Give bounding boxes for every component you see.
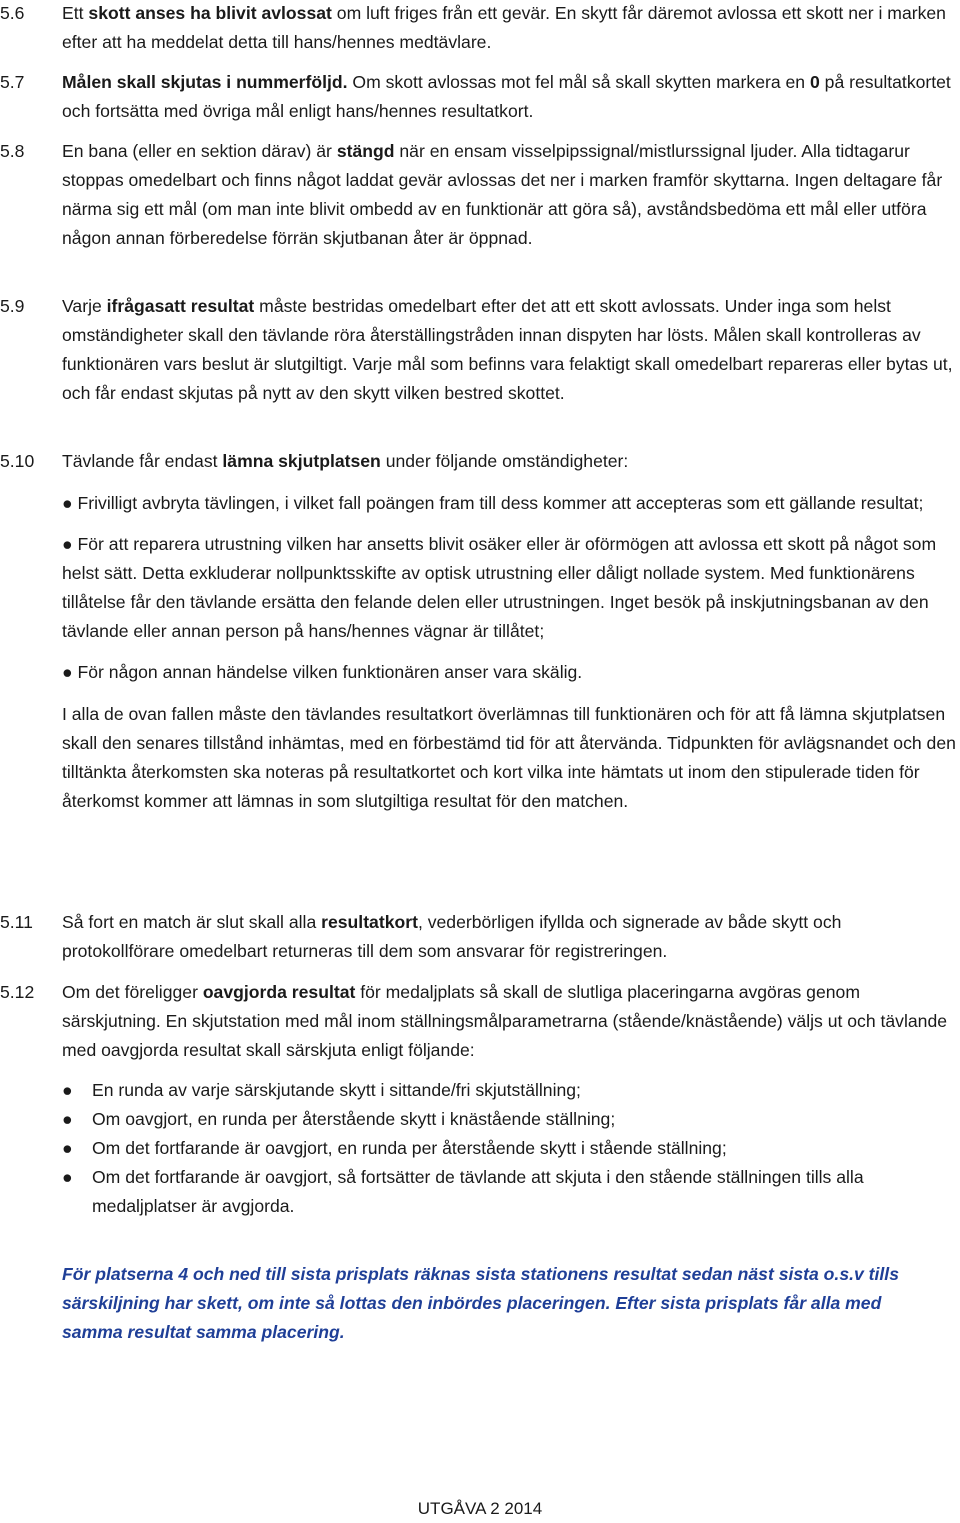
bullet-icon: ● — [62, 1080, 73, 1100]
section-5-12 — [0, 978, 956, 1221]
section-5-8 — [0, 137, 956, 253]
list-item — [62, 1134, 956, 1163]
list-item — [62, 1163, 956, 1221]
section-text — [62, 292, 956, 408]
text-run: för medaljplats så skall de slutliga placeringarna avgöras genom särskjutning. En skjutstation med mål inom ställningsmålparametrarna (stående/knästående) väljs ut och tävlande med oavgjorda resultat skall särskjuta enligt följande: — [62, 982, 948, 1060]
text-run: En bana (eller en sektion därav) är — [62, 141, 337, 161]
list-item-text: Om oavgjort, en runda per återstående skytt i knästående ställning; — [92, 1109, 616, 1129]
bold-term: ifrågasatt resultat — [106, 296, 255, 316]
bold-term: skott anses ha blivit avlossat — [88, 3, 332, 23]
bold-term: Målen skall skjutas i nummerföljd. — [62, 72, 348, 92]
bold-term: oavgjorda resultat — [202, 982, 356, 1002]
body-paragraph: I alla de ovan fallen måste den tävlandes resultatkort överlämnas till funktionären och för att få lämna skjutplatsen skall den senares tillstånd inhämtas, med en förbestämd tid för att återvända. Tidpunkten för avlägsnandet och den tilltänkta återkomsten ska noteras på resultatkortet och kort vilka inte hämtats ut inom den stipulerade tiden för återkomst kommer att lämnas in som slutgiltiga resultat för den matchen. — [62, 704, 956, 811]
bold-term: resultatkort — [321, 912, 418, 932]
bold-term: lämna skjutplatsen — [222, 451, 381, 471]
section-5-7 — [0, 68, 956, 126]
text-run: , vederbörligen ifyllda och signerade av både skytt och protokollförare omedelbart returneras till dem som ansvarar för registreringen. — [62, 912, 842, 961]
bullet-paragraph: ● För att reparera utrustning vilken har ansetts blivit osäker eller är oförmögen att avlossa ett skott på något som helst sätt. Detta exkluderar nollpunktsskifte av optisk utrustning eller dåligt nollade system. Med funktionärens tillåtelse får den tävlande ersätta den felande delen eller utrustningen. Inget besök på inskjutningsbanan av den tävlande eller annan person på hans/hennes vägnar är tillåtet; — [62, 534, 937, 641]
text-run: Varje — [62, 296, 107, 316]
section-number: 5.9 — [0, 296, 25, 316]
section-5-10 — [0, 447, 956, 816]
text-run: måste bestridas omedelbart efter det att ett skott avlossats. Under inga som helst omständigheter skall den tävlande röra återställingstråden innan dispyten har lösts. Målen skall kontrolleras av funktionären vars beslut är slutgiltigt. Varje mål som befinns vara felaktigt skall omedelbart repareras eller bytas ut, och får endast skjutas på nytt av den skytt vilken bestred skottet. — [62, 296, 953, 403]
text-run: Ett — [62, 3, 89, 23]
list-item — [62, 1076, 956, 1105]
section-number: 5.12 — [0, 982, 35, 1002]
tiebreak-list — [62, 1076, 956, 1221]
section-text — [62, 447, 956, 816]
section-5-9 — [0, 292, 956, 408]
bullet-paragraph: ● Frivilligt avbryta tävlingen, i vilket fall poängen fram till dess kommer att accepteras som ett gällande resultat; — [62, 493, 924, 513]
text-run: Tävlande får endast — [62, 451, 223, 471]
footer-edition: UTGÅVA 2 2014 — [417, 1499, 543, 1518]
section-number: 5.11 — [0, 912, 33, 932]
section-text — [62, 978, 956, 1221]
text-run: Så fort en match är slut skall alla — [62, 912, 322, 932]
text-run: när en ensam visselpipssignal/mistlurssignal ljuder. Alla tidtagarur stoppas omedelbart och finns något laddat gevär avlossas det ner i marken framför skyttarna. Ingen deltagare får närma sig ett mål (om man inte blivit ombedd av en funktionär att göra så), avståndsbedöma ett mål eller utföra någon annan förberedelse förrän skjutbanan åter är öppnad. — [62, 141, 943, 248]
bullet-icon: ● — [62, 1167, 73, 1187]
section-text — [62, 0, 956, 57]
list-item-text: Om det fortfarande är oavgjort, så fortsätter de tävlande att skjuta i den stående ställningen tills alla medaljplatser är avgjorda. — [92, 1167, 864, 1216]
bold-term: 0 — [809, 72, 820, 92]
list-item — [62, 1105, 956, 1134]
section-number: 5.10 — [0, 451, 35, 471]
list-item-text: En runda av varje särskjutande skytt i sittande/fri skjutställning; — [92, 1080, 581, 1100]
text-run: om luft friges från ett gevär. En skytt får däremot avlossa ett skott ner i marken efter att ha meddelat detta till hans/hennes medtävlare. — [62, 3, 946, 52]
bullet-icon: ● — [62, 1138, 73, 1158]
section-text — [62, 908, 956, 966]
text-run: under följande omständigheter: — [380, 451, 629, 471]
text-run: på resultatkortet och fortsätta med övriga mål enligt hans/hennes resultatkort. — [62, 72, 951, 121]
section-text — [62, 68, 956, 126]
list-item-text: Om det fortfarande är oavgjort, en runda per återstående skytt i stående ställning; — [92, 1138, 727, 1158]
text-run: Om skott avlossas mot fel mål så skall skytten markera en — [347, 72, 810, 92]
section-5-6 — [0, 0, 956, 57]
section-number: 5.8 — [0, 141, 25, 161]
bullet-paragraph: ● För någon annan händelse vilken funktionären anser vara skälig. — [62, 662, 583, 682]
section-number: 5.7 — [0, 72, 25, 92]
bold-term: stängd — [336, 141, 395, 161]
final-note: För platserna 4 och ned till sista prisplats räknas sista stationens resultat sedan näst sista o.s.v tills särskiljning har skett, om inte så lottas den inbördes placeringen. Efter sista prisplats får alla med samma resultat samma placering. — [62, 1264, 899, 1342]
section-number: 5.6 — [0, 3, 25, 23]
section-5-11 — [0, 908, 956, 966]
section-text — [62, 137, 956, 253]
bullet-icon: ● — [62, 1109, 73, 1129]
text-run: Om det föreligger — [62, 982, 203, 1002]
